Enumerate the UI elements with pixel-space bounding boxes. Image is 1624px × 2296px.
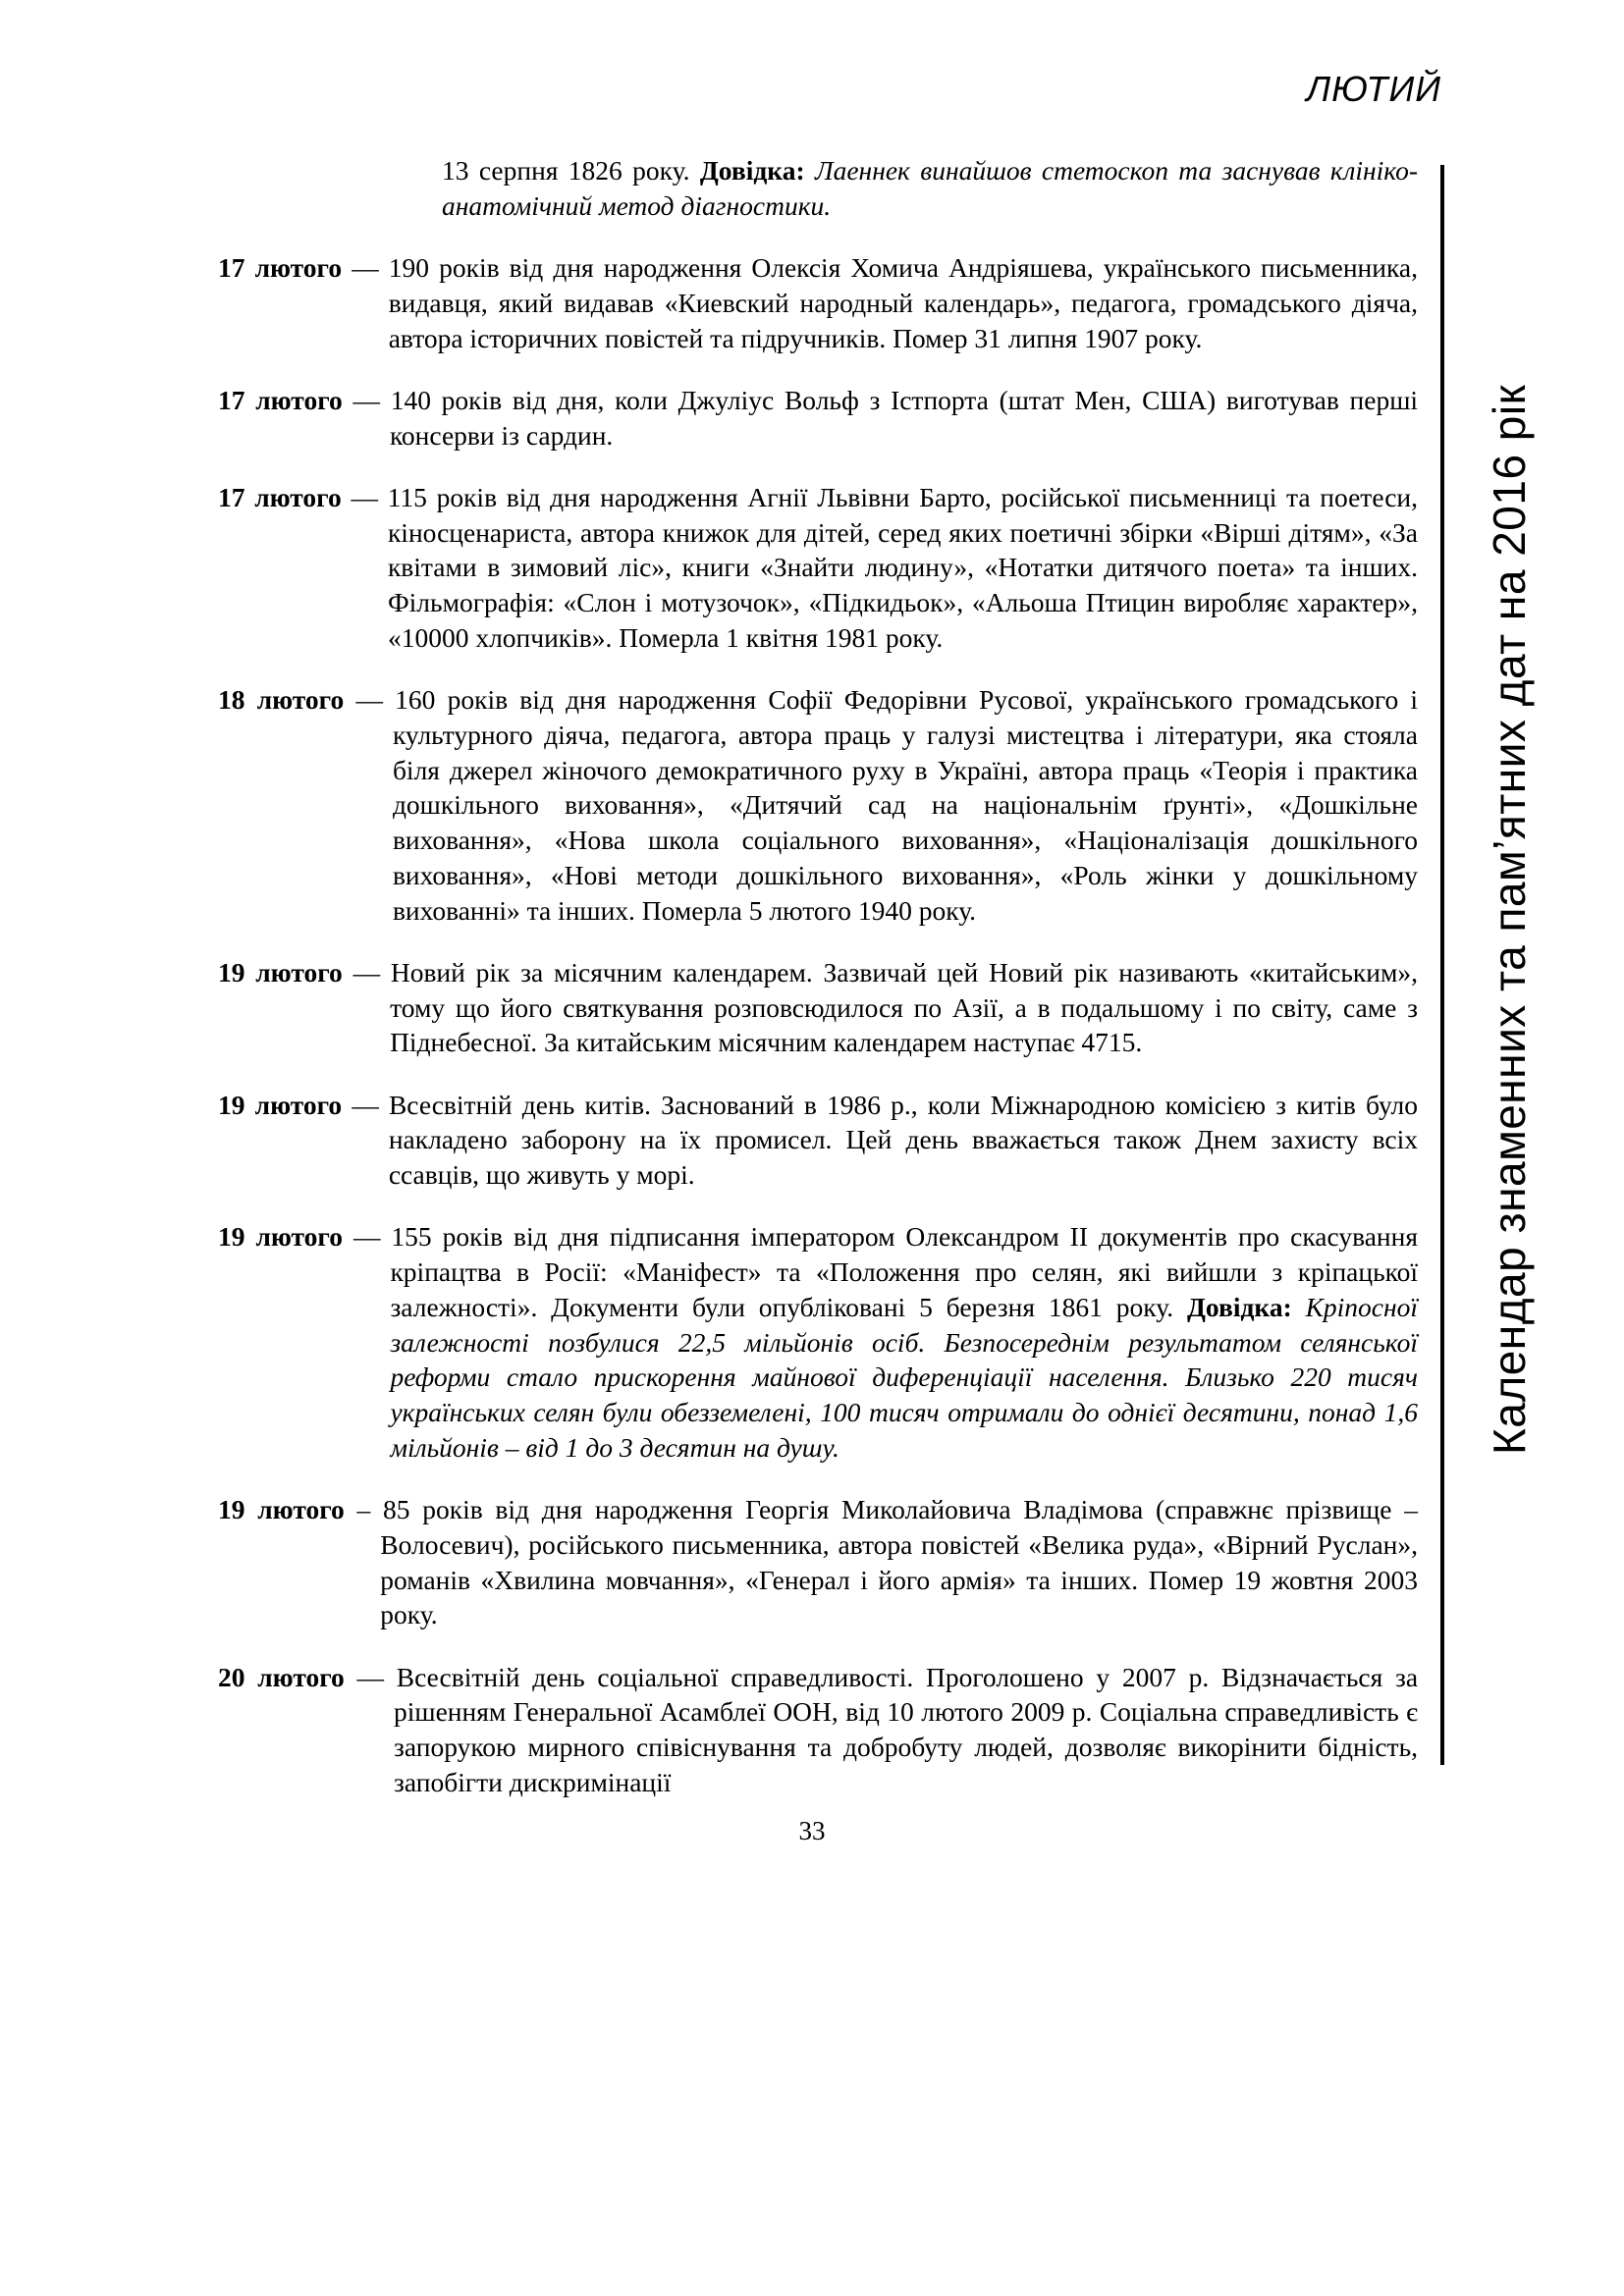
entry-date: 19 лютого: [218, 1494, 345, 1524]
calendar-entry: [218, 1492, 1418, 1632]
side-title: Календар знаменних та пам’ятних дат на 2016 рік: [1484, 384, 1535, 1455]
calendar-entry: [218, 682, 1418, 928]
entry-dash: –: [356, 1494, 371, 1524]
entry-dash: —: [352, 956, 381, 988]
entry-date: 20 лютого: [218, 1661, 345, 1692]
entry-dash: —: [352, 252, 379, 283]
entry-date: 18 лютого: [218, 684, 345, 715]
running-header-month: ЛЮТИЙ: [1306, 69, 1441, 109]
entry-text: Всесвітній день китів. Заснований в 1986 р., коли Міжнародною комісією з китів було накладено заборону на їх промисел. Цей день вважається також Днем захисту всіх ссавців, що живуть у морі.: [388, 1089, 1418, 1190]
entry-text: 155 років від дня підписання імператором Олександром II документів про скасування кріпацтва в Росії: «Маніфест» та «Положення про селян, які вийшли з кріпацької залежності». Документи були опубліковані 5 березня 1861 року.: [390, 1221, 1418, 1322]
vertical-rule: [1440, 165, 1444, 1765]
entry-text: 190 років від дня народження Олексія Хомича Андріяшева, українського письменника, видавця, який видавав «Киевский народный календарь», педагога, громадського діяча, автора історичних повістей та підручників. Помер 31 липня 1907 року.: [388, 252, 1419, 353]
reference-text: Кріпосної залежності позбулися 22,5 мільйонів осіб. Безпосереднім результатом селянської реформи стало прискорення майнової диференціації населення. Близько 220 тисяч українських селян були обезземелені, 100 тисяч отримали до однієї десятини, понад 1,6 мільйонів – від 1 до 3 десятин на душу.: [390, 1291, 1419, 1463]
calendar-entry: [218, 480, 1418, 656]
calendar-entry: [218, 955, 1418, 1060]
calendar-entry: [218, 1219, 1418, 1465]
continued-entry: [218, 153, 1418, 224]
entry-dash: —: [352, 1221, 381, 1253]
entry-dash: —: [351, 481, 378, 512]
entry-text: 115 років від дня народження Агнії Львівни Барто, російської письменниці та поетеси, кіносценариста, автора книжок для дітей, серед яких поетичні збірки «Вірші дітям», «За квітами в зимовий ліс», книги «Знайти людину», «Нотатки дитячого поета» та інших. Фільмографія: «Слон і мотузочок», «Підкидьок», «Альоша Птицин виробляє характер», «10000 хлопчиків». Померла 1 квітня 1981 року.: [387, 481, 1419, 653]
entry-date: 19 лютого: [218, 1089, 343, 1120]
entry-date: 17 лютого: [218, 481, 342, 512]
entry-text: Всесвітній день соціальної справедливості. Проголошено у 2007 р. Відзначається за рішенням Генеральної Асамблеї ООН, від 10 лютого 2009 р. Соціальна справедливість є запорукою мирного співіснування та добробуту людей, дозволяє викорінити бідність, запобігти дискримінації: [394, 1661, 1419, 1797]
calendar-entry: [218, 383, 1418, 454]
page-number: 33: [798, 1816, 826, 1845]
calendar-content: [218, 153, 1418, 1810]
reference-label: Довідка:: [1187, 1291, 1292, 1322]
calendar-entry: [218, 1088, 1418, 1193]
entry-dash: —: [355, 684, 383, 715]
entry-dash: —: [356, 1661, 385, 1692]
entry-text: 160 років від дня народження Софії Федорівни Русової, українського громадського і культурного діяча, педагога, автора праць у галузі мистецтва і літератури, яка стояла біля джерел жіночого демократичного руху в Україні, автора праць «Теорія і практика дошкільного виховання», «Дитячий сад на національнім ґрунті», «Дошкільне виховання», «Нова школа соціального виховання», «Націоналізація дошкільного виховання», «Нові методи дошкільного виховання», «Роль жінки у дошкільному вихованні» та інших. Померла 5 лютого 1940 року.: [392, 684, 1419, 926]
entry-date: 19 лютого: [218, 956, 343, 988]
reference-label: Довідка:: [699, 155, 805, 186]
entry-text: 85 років від дня народження Георгія Миколайовича Владімова (справжнє прізвище – Волосевич), російського письменника, автора повістей «Велика руда», «Вірний Руслан», романів «Хвилина мовчання», «Генерал і його армія» та інших. Помер 19 жовтня 2003 року.: [380, 1494, 1418, 1630]
calendar-entry: [218, 250, 1418, 355]
entry-text: Новий рік за місячним календарем. Зазвичай цей Новий рік називають «китайським», тому що його святкування розповсюдилося по Азії, а в подальшому і по світу, саме з Піднебесної. За китайським місячним календарем наступає 4715.: [390, 956, 1419, 1058]
entry-dash: —: [352, 384, 380, 415]
reference-text: Лаеннек винайшов стетоскоп та заснував клініко-анатомічний метод діагностики.: [442, 155, 1418, 221]
entry-date: 19 лютого: [218, 1221, 343, 1253]
entry-date: 17 лютого: [218, 252, 343, 283]
continued-text: 13 серпня 1826 року.: [442, 155, 690, 186]
entry-date: 17 лютого: [218, 384, 343, 415]
entry-text: 140 років від дня, коли Джуліус Вольф з Істпорта (штат Мен, США) виготував перші консерви із сардин.: [389, 384, 1419, 451]
calendar-entry: [218, 1660, 1418, 1800]
entries-list: [218, 250, 1418, 1800]
entry-dash: —: [352, 1089, 379, 1120]
